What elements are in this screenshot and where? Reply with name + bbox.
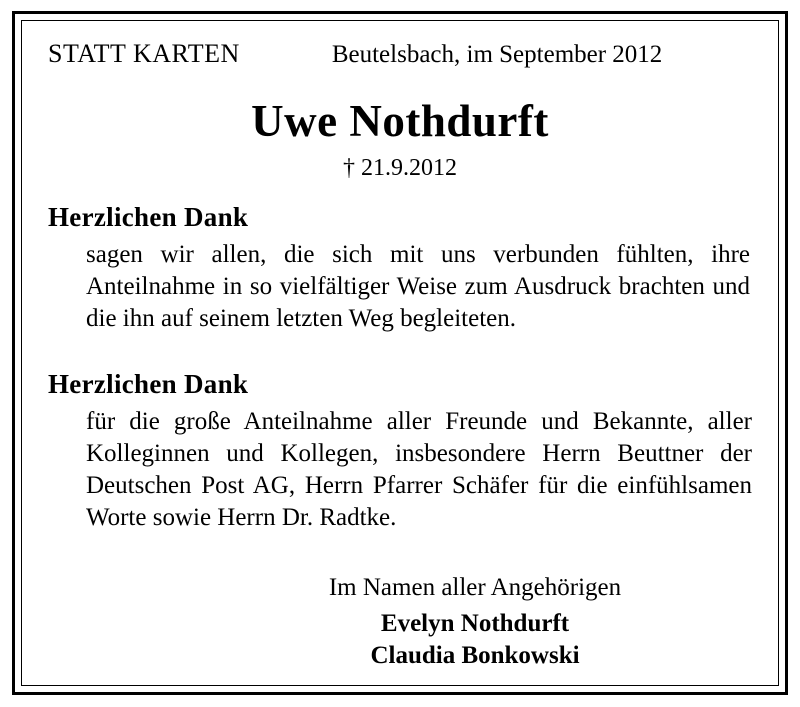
closing-line: Im Namen aller Angehörigen — [328, 574, 622, 601]
thanks-text-second: für die große Anteilnahme aller Freunde und Bekannte, aller Kolleginnen und Kollegen, insbesondere Herrn Beuttner der Deutschen Post AG, Herrn Pfarrer Schäfer für die einfühlsamen Worte sowie Herrn Dr. Radtke. — [86, 408, 752, 531]
closing-block — [48, 574, 752, 670]
place-and-date: Beutelsbach, im September 2012 — [331, 41, 663, 68]
death-date: † 21.9.2012 — [343, 155, 457, 181]
thanks-heading-first: Herzlichen Dank — [48, 202, 249, 232]
signature-first: Evelyn Nothdurft — [380, 610, 570, 637]
thanks-text-first: sagen wir allen, die sich mit uns verbunden fühlten, ihre Anteilnahme in so vielfältiger Weise zum Ausdruck brachten und die ihn auf seinem letzten Weg begleiteten. — [86, 241, 750, 332]
thanks-heading-second: Herzlichen Dank — [48, 369, 249, 399]
signature-second: Claudia Bonkowski — [370, 642, 580, 669]
statt-karten-label: STATT KARTEN — [48, 39, 240, 68]
obituary-card — [12, 11, 788, 695]
obituary-card-inner-border — [21, 20, 779, 686]
header-row — [48, 39, 752, 69]
deceased-name: Uwe Nothdurft — [251, 96, 549, 146]
